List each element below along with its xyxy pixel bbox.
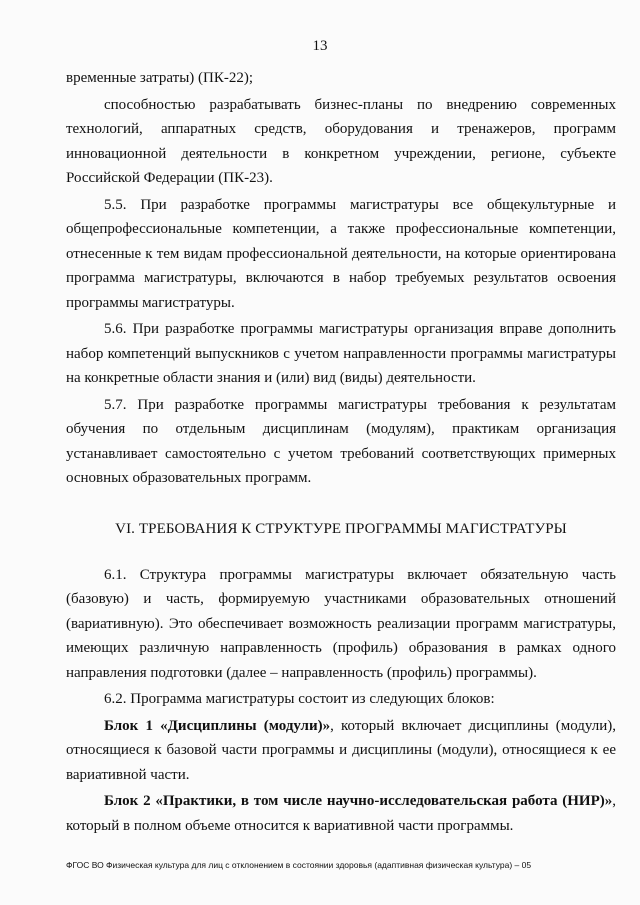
block-1-title: Блок 1 «Дисциплины (модули)»: [104, 717, 331, 734]
paragraph-block-1: [66, 714, 616, 788]
page-number: 13: [312, 38, 328, 54]
page-body: [66, 66, 616, 838]
paragraph-block-2: [66, 789, 616, 838]
paragraph-pk23: способностью разрабатывать бизнес-планы по внедрению современных технологий, аппаратных средств, оборудования и тренажеров, программ инновационной деятельности в конкретном учреждении, регионе, субъекте Российской Федерации (ПК-23).: [66, 96, 616, 186]
block-2-text: , который в полном объеме относится к вариативной части программы.: [66, 793, 616, 834]
block-1-text: , который включает дисциплины (модули), относящиеся к базовой части программы и дисциплины (модули), относящиеся к ее вариативной части.: [66, 717, 617, 783]
paragraph-continuation: временные затраты) (ПК-22);: [66, 70, 254, 86]
section-heading: VI. ТРЕБОВАНИЯ К СТРУКТУРЕ ПРОГРАММЫ МАГИСТРАТУРЫ: [115, 520, 567, 537]
paragraph-5-6: 5.6. При разработке программы магистратуры организация вправе дополнить набор компетенций выпускников с учетом направленности программы магистратуры на конкретные области знания и (или) вид (виды) деятельности.: [66, 321, 616, 386]
page-footer: ФГОС ВО Физическая культура для лиц с отклонением в состоянии здоровья (адаптивная физическая культура) – 05: [66, 860, 532, 870]
paragraph-5-7: 5.7. При разработке программы магистратуры требования к результатам обучения по отдельным дисциплинам (модулям), практикам организация устанавливает самостоятельно с учетом требований соответствующих примерных основных образовательных программ.: [66, 396, 616, 486]
block-2-title: Блок 2 «Практики, в том числе научно-исследовательская работа (НИР)»: [104, 793, 613, 809]
paragraph-5-5: 5.5. При разработке программы магистратуры все общекультурные и общепрофессиональные компетенции, а также профессиональные компетенции, отнесенные к тем видам профессиональной деятельности, на которые ориентирована программа магистратуры, включаются в набор требуемых результатов освоения программы магистратуры.: [66, 196, 616, 311]
paragraph-6-2: 6.2. Программа магистратуры состоит из следующих блоков:: [104, 691, 495, 707]
paragraph-6-1: 6.1. Структура программы магистратуры включает обязательную часть (базовую) и часть, формируемую участниками образовательных отношений (вариативную). Это обеспечивает возможность реализации программ магистратуры, имеющих различную направленность (профиль) образования в рамках одного направления подготовки (далее – направленность (профиль) программы).: [66, 566, 616, 681]
